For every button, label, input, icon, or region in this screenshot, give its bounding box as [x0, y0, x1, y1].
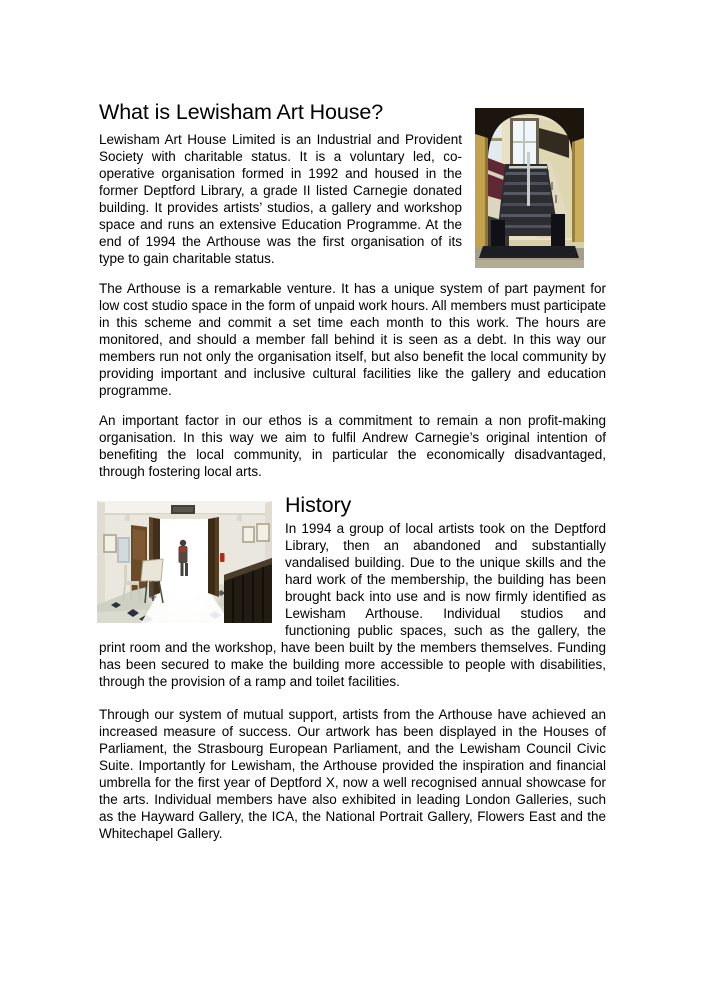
- paragraph-success: Through our system of mutual support, artists from the Arthouse have achieved an increased measure of success. Our artwork has been displayed in the Houses of Parliament, the Strasbourg European Parliament, and the Lewisham Council Civic Suite. Importantly for Lewisham, the Arthouse provided the inspiration and financial umbrella for the first year of Deptford X, now a well recognised annual showcase for the arts. Individual members have also exhibited in leading London Galleries, such as the Hayward Gallery, the ICA, the National Portrait Gallery, Flowers East and the Whitechapel Gallery.: [99, 707, 606, 841]
- staircase-photo-graphic: [475, 108, 584, 268]
- paragraph-history: In 1994 a group of local artists took on the Deptford Library, then an abandoned and substantially vandalised building. Due to the unique skills and the hard work of the membership, the building has been brought back into use and is now firmly identified as Lewisham Arthouse. Individual studios and functioning public spaces, such as the gallery, the print room and the workshop, have been built by the members themselves. Funding has been secured to make the building more accessible to people with disabilities, through the provision of a ramp and toilet facilities.: [99, 521, 606, 689]
- paragraph-venture: The Arthouse is a remarkable venture. It has a unique system of part payment for low cost studio space in the form of unpaid work hours. All members must participate in this scheme and commit a set time each month to this work. The hours are monitored, and should a member fall behind it is seen as a debt. In this way our members run not only the organisation itself, but also benefit the local community by providing important and inclusive cultural facilities like the gallery and education programme.: [99, 281, 606, 398]
- paragraph-intro: Lewisham Art House Limited is an Industrial and Provident Society with charitable status. It is a voluntary led, co-operative organisation formed in 1992 and housed in the former Deptford Library, a grade II listed Carnegie donated building. It provides artists’ studios, a gallery and workshop space and runs an extensive Education Programme. At the end of 1994 the Arthouse was the first organisation of its type to gain charitable status.: [99, 132, 462, 266]
- history-heading: History: [285, 493, 352, 517]
- section-what-is-lewisham-art-house: [99, 100, 606, 480]
- page-content: [99, 100, 606, 858]
- section-history: [99, 493, 606, 842]
- staircase-photo: [475, 108, 584, 268]
- page-title: What is Lewisham Art House?: [99, 100, 384, 124]
- paragraph-ethos: An important factor in our ethos is a commitment to remain a non profit-making organisation. In this way we aim to fulfil Andrew Carnegie’s original intention of benefiting the local community, in particular the economically disadvantaged, through fostering local arts.: [99, 413, 606, 479]
- hallway-photo: [97, 501, 272, 623]
- hallway-photo-graphic: [97, 501, 272, 623]
